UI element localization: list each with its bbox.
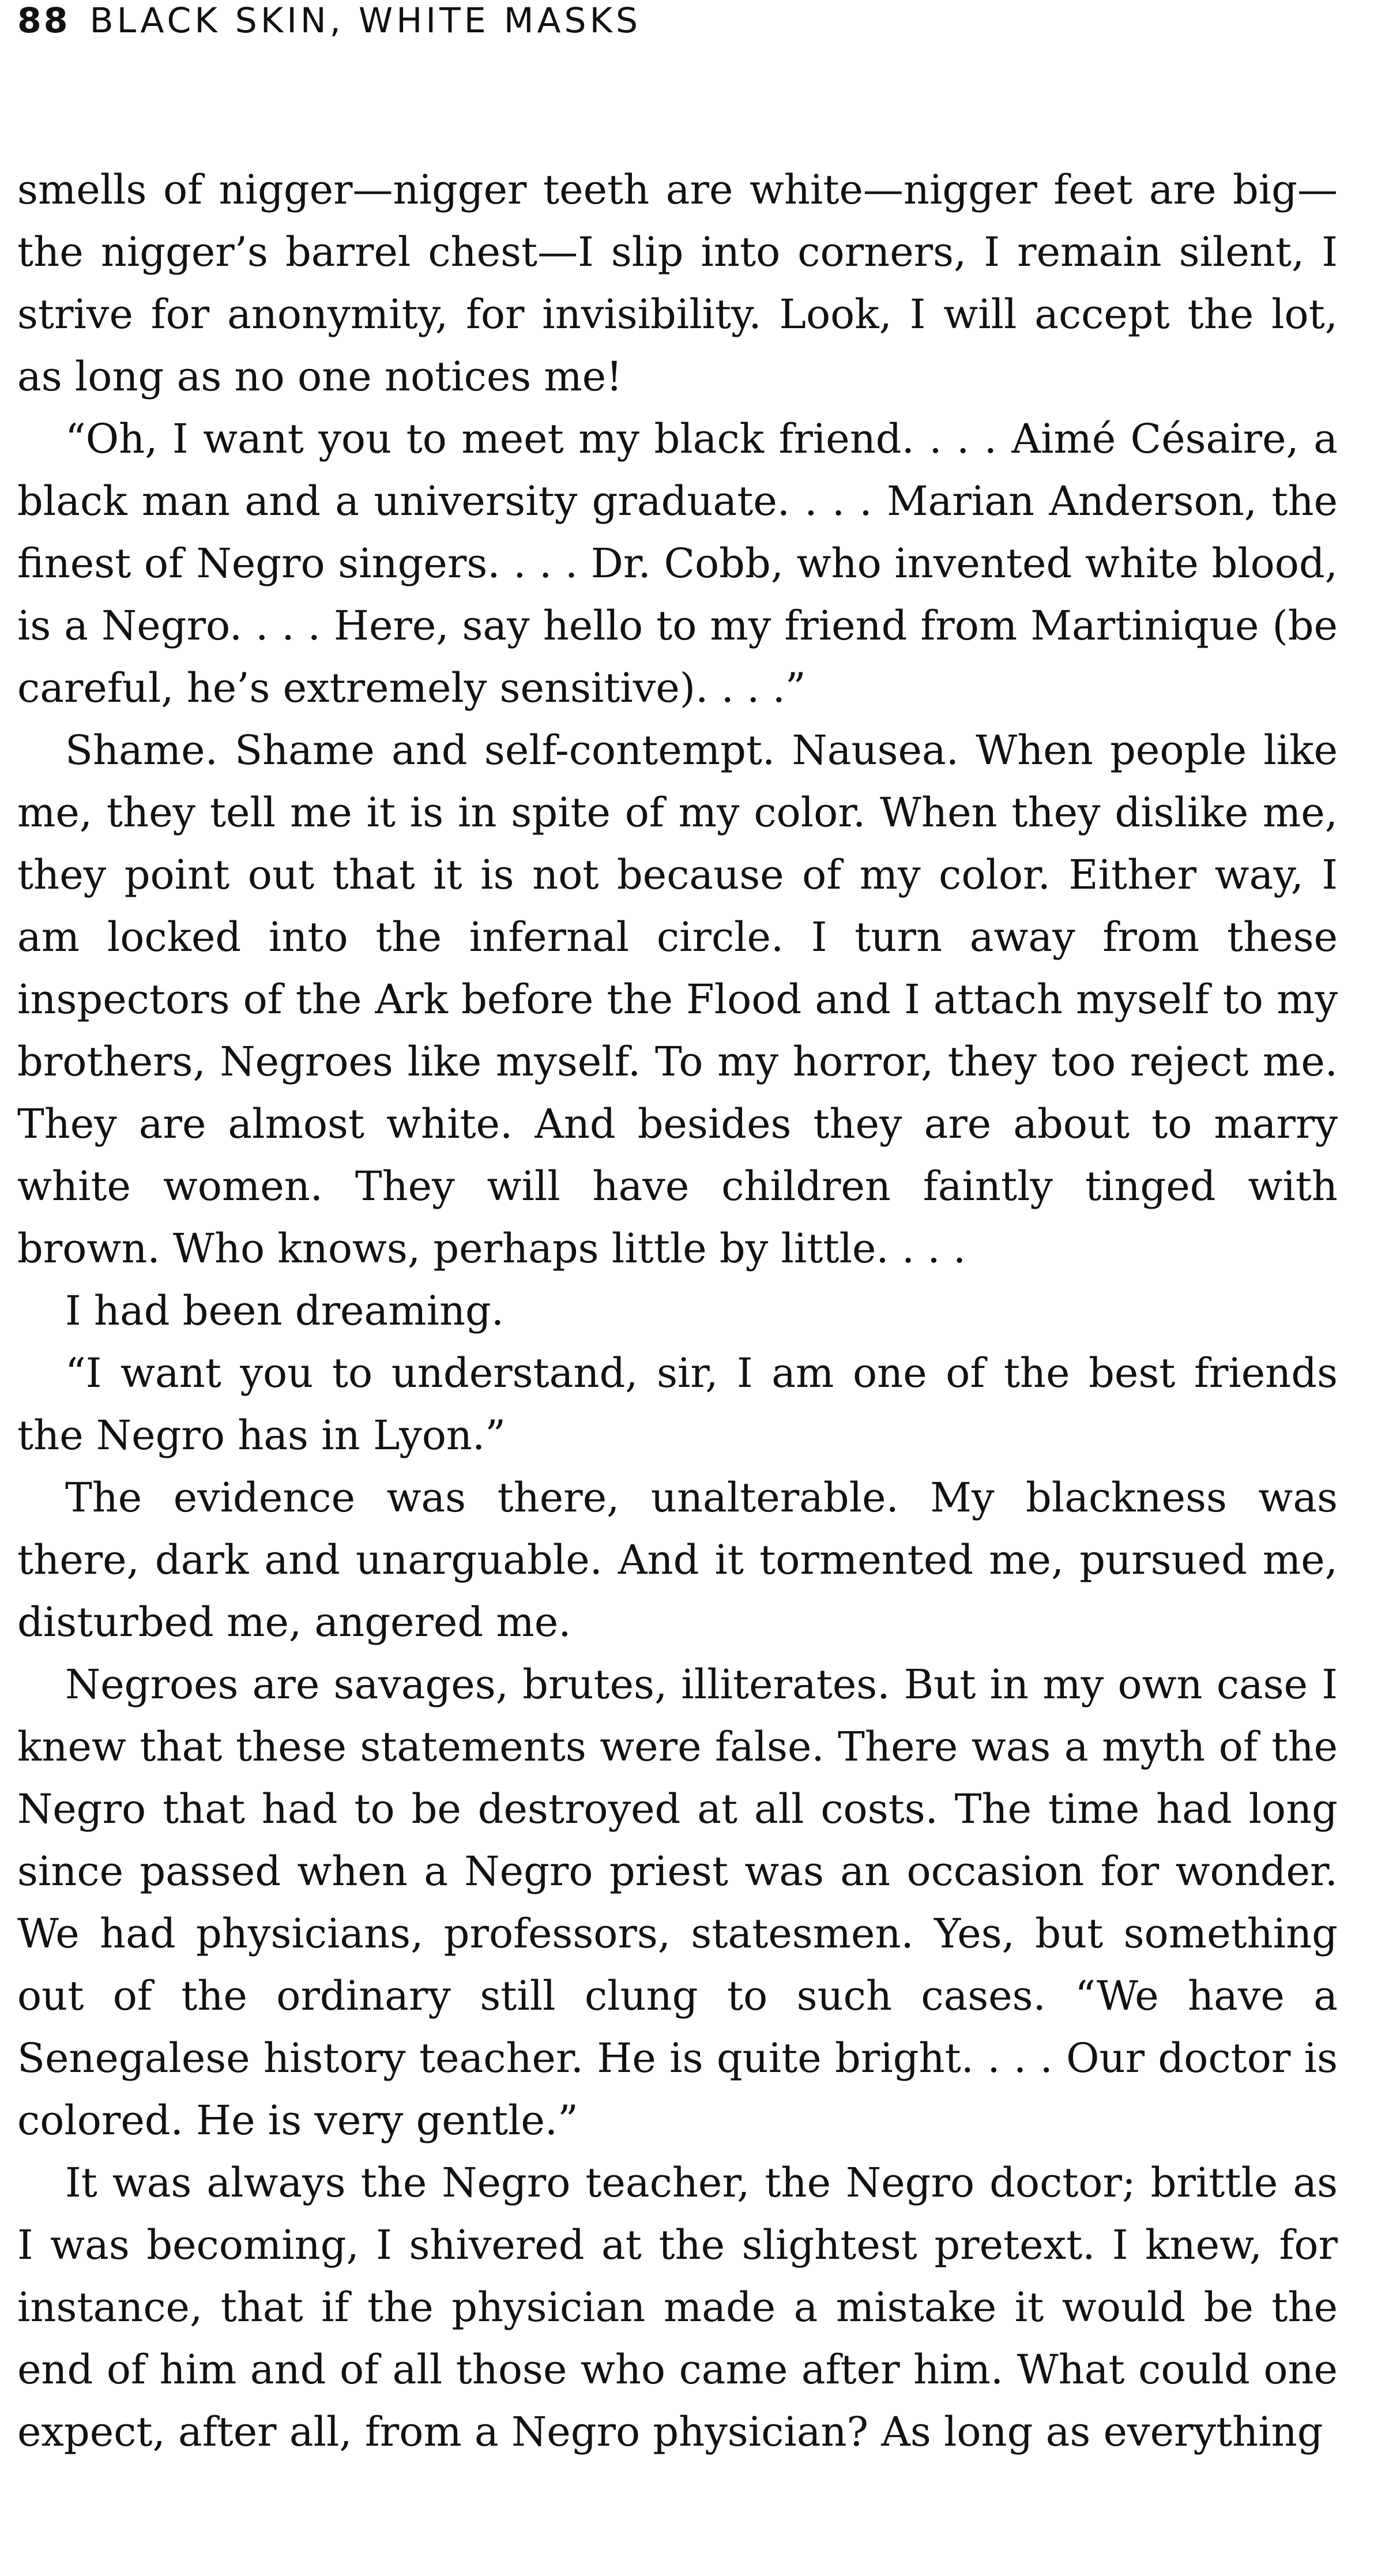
body-text (17, 159, 1338, 2463)
paragraph: I had been dreaming. (65, 1287, 505, 1334)
paragraph: The evidence was there, unalterable. My blackness was there, dark and unarguable. And it tormented me, pursued me, disturbed me, angered me. (17, 1474, 1338, 1646)
page-number: 88 (17, 1, 70, 41)
book-title: BLACK SKIN, WHITE MASKS (89, 1, 642, 41)
paragraph-continued: smells of nigger—nigger teeth are white—nigger feet are big—the nigger’s barrel chest—I slip into corners, I remain silent, I strive for anonymity, for invisibility. Look, I will accept the lot, as long as no one notices me! (17, 166, 1338, 400)
paragraph: “I want you to understand, sir, I am one of the best friends the Negro has in Lyon.” (17, 1349, 1338, 1459)
paragraph: Negroes are savages, brutes, illiterates. But in my own case I knew that these statements were false. There was a myth of the Negro that had to be destroyed at all costs. The time had long since passed when a Negro priest was an occasion for wonder. We had physicians, professors, statesmen. Yes, but something out of the ordinary still clung to such cases. “We have a Senegalese history teacher. He is quite bright. . . . Our doctor is colored. He is very gentle.” (17, 1661, 1338, 2144)
running-head (17, 0, 641, 42)
paragraph: Shame. Shame and self-contempt. Nausea. When people like me, they tell me it is in spite of my color. When they dislike me, they point out that it is not because of my color. Either way, I am locked into the infernal circle. I turn away from these inspectors of the Ark before the Flood and I attach myself to my brothers, Negroes like myself. To my horror, they too reject me. They are almost white. And besides they are about to marry white women. They will have children faintly tinged with brown. Who knows, perhaps little by little. . . . (17, 727, 1338, 1272)
paragraph: It was always the Negro teacher, the Negro doctor; brittle as I was becoming, I shivered at the slightest pretext. I knew, for instance, that if the physician made a mistake it would be the end of him and of all those who came after him. What could one expect, after all, from a Negro physician? As long as everything (17, 2159, 1338, 2455)
paragraph: “Oh, I want you to meet my black friend. . . . Aimé Césaire, a black man and a university graduate. . . . Marian Anderson, the finest of Negro singers. . . . Dr. Cobb, who invented white blood, is a Negro. . . . Here, say hello to my friend from Martinique (be careful, he’s extremely sensitive). . . .” (17, 415, 1338, 712)
